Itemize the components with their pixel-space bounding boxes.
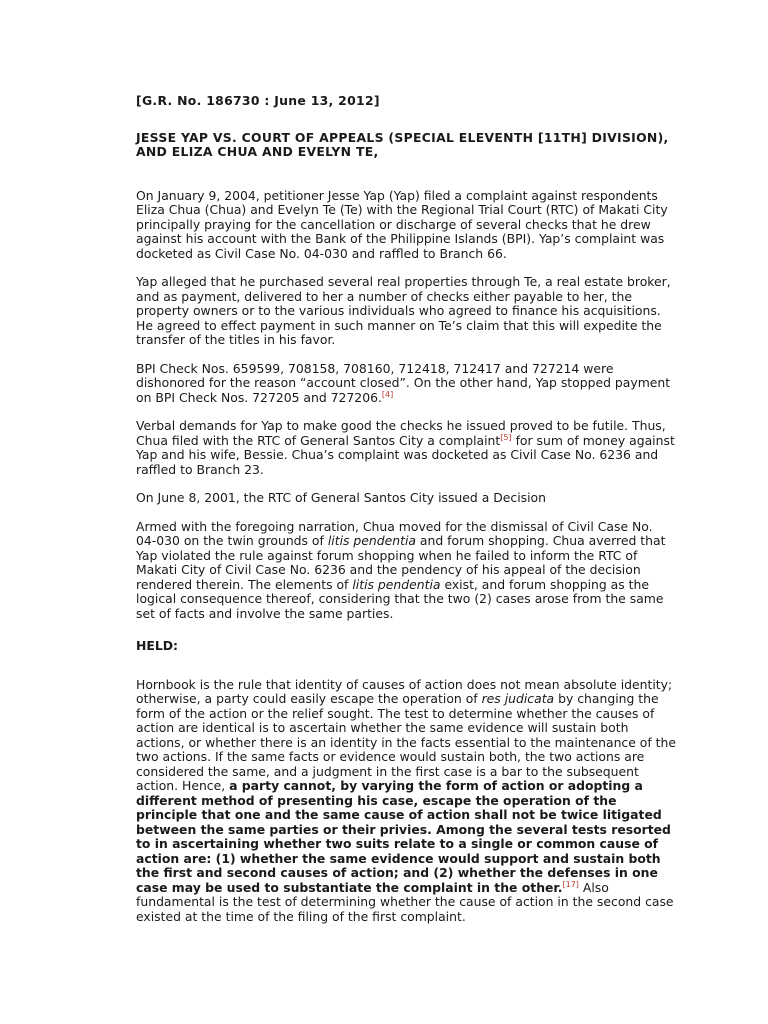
held-italic-res-judicata: res judicata xyxy=(481,691,555,706)
held-bold-text: a party cannot, by varying the form of action or adopting a different method of presenting his case, escape the operation of the principle that one and the same cause of action shall not be twice litigated between the same parties or their privies. Among the several tests resorted to in ascertaining whether two suits relate to a single or common cause of action are: (1) whether the same evidence would support and sustain both the first and second causes of action; and (2) whether the defenses in one case may be used to substantiate the complaint in the other. xyxy=(136,778,671,895)
paragraph-6-italic-2: litis pendentia xyxy=(352,576,441,592)
paragraph-3-text: BPI Check Nos. 659599, 708158, 708160, 712418, 712417 and 727214 were dishonored for the reason “account closed”. On the other hand, Yap stopped payment on BPI Check Nos. 727205 and 727206. xyxy=(136,360,671,405)
footnote-ref-4[interactable]: [4] xyxy=(381,389,394,399)
paragraph-6 xyxy=(136,520,676,622)
footnote-ref-17[interactable]: [17] xyxy=(562,879,579,889)
paragraph-5: On June 8, 2001, the RTC of General Santos City issued a Decision xyxy=(136,490,546,505)
footnote-ref-5[interactable]: [5] xyxy=(500,432,512,442)
paragraph-3 xyxy=(136,362,676,406)
paragraph-6-text-a: Armed with the foregoing narration, Chua moved for the dismissal of Civil Case No. 04-030 on the twin grounds of xyxy=(136,518,653,548)
held-heading: HELD: xyxy=(136,638,178,653)
case-title: JESSE YAP VS. COURT OF APPEALS (SPECIAL ELEVENTH [11TH] DIVISION), AND ELIZA CHUA AND EVELYN TE, xyxy=(136,129,669,159)
paragraph-2: Yap alleged that he purchased several real properties through Te, a real estate broker, and as payment, delivered to her a number of checks either payable to her, the property owners or to the various individuals who agreed to finance his acquisitions. He agreed to effect payment in such manner on Te’s claim that this will expedite the transfer of the titles in his favor. xyxy=(136,274,671,347)
held-text-b: by changing the form of the action or the relief sought. The test to determine whether the causes of action are identical is to ascertain whether the same evidence will sustain both actions, or whether there is an identity in the facts essential to the maintenance of the two actions. If the same facts or evidence would sustain both, the two actions are considered the same, and a judgment in the first case is a bar to the subsequent action. Hence, xyxy=(136,691,677,793)
held-text-a: Hornbook is the rule that identity of causes of action does not mean absolute identity; otherwise, a party could easily escape the operation of xyxy=(136,676,673,706)
paragraph-4 xyxy=(136,419,676,477)
paragraph-4-text-b: for sum of money against Yap and his wife, Bessie. Chua’s complaint was docketed as Civil Case No. 6236 and raffled to Branch 23. xyxy=(136,432,675,477)
paragraph-1: On January 9, 2004, petitioner Jesse Yap (Yap) filed a complaint against respondents Eliza Chua (Chua) and Evelyn Te (Te) with the Regional Trial Court (RTC) of Makati City principally praying for the cancellation or discharge of several checks that he drew against his account with the Bank of the Philippine Islands (BPI). Yap’s complaint was docketed as Civil Case No. 04-030 and raffled to Branch 66. xyxy=(136,187,668,261)
held-paragraph xyxy=(136,678,676,925)
document-body xyxy=(136,94,676,938)
case-citation: [G.R. No. 186730 : June 13, 2012] xyxy=(136,93,380,108)
paragraph-6-italic-1: litis pendentia xyxy=(327,533,416,548)
held-text-c: Also fundamental is the test of determining whether the cause of action in the second case existed at the time of the filing of the first complaint. xyxy=(136,879,674,924)
paragraph-6-text-c: exist, and forum shopping as the logical consequence thereof, considering that the two (2) cases arose from the same set of facts and involve the same parties. xyxy=(136,576,664,621)
paragraph-4-text-a: Verbal demands for Yap to make good the checks he issued proved to be futile. Thus, Chua filed with the RTC of General Santos City a complaint xyxy=(136,418,666,448)
paragraph-6-text-b: and forum shopping. Chua averred that Yap violated the rule against forum shopping when he failed to inform the RTC of Makati City of Civil Case No. 6236 and the pendency of his appeal of the decision rendered therein. The elements of xyxy=(136,533,666,592)
